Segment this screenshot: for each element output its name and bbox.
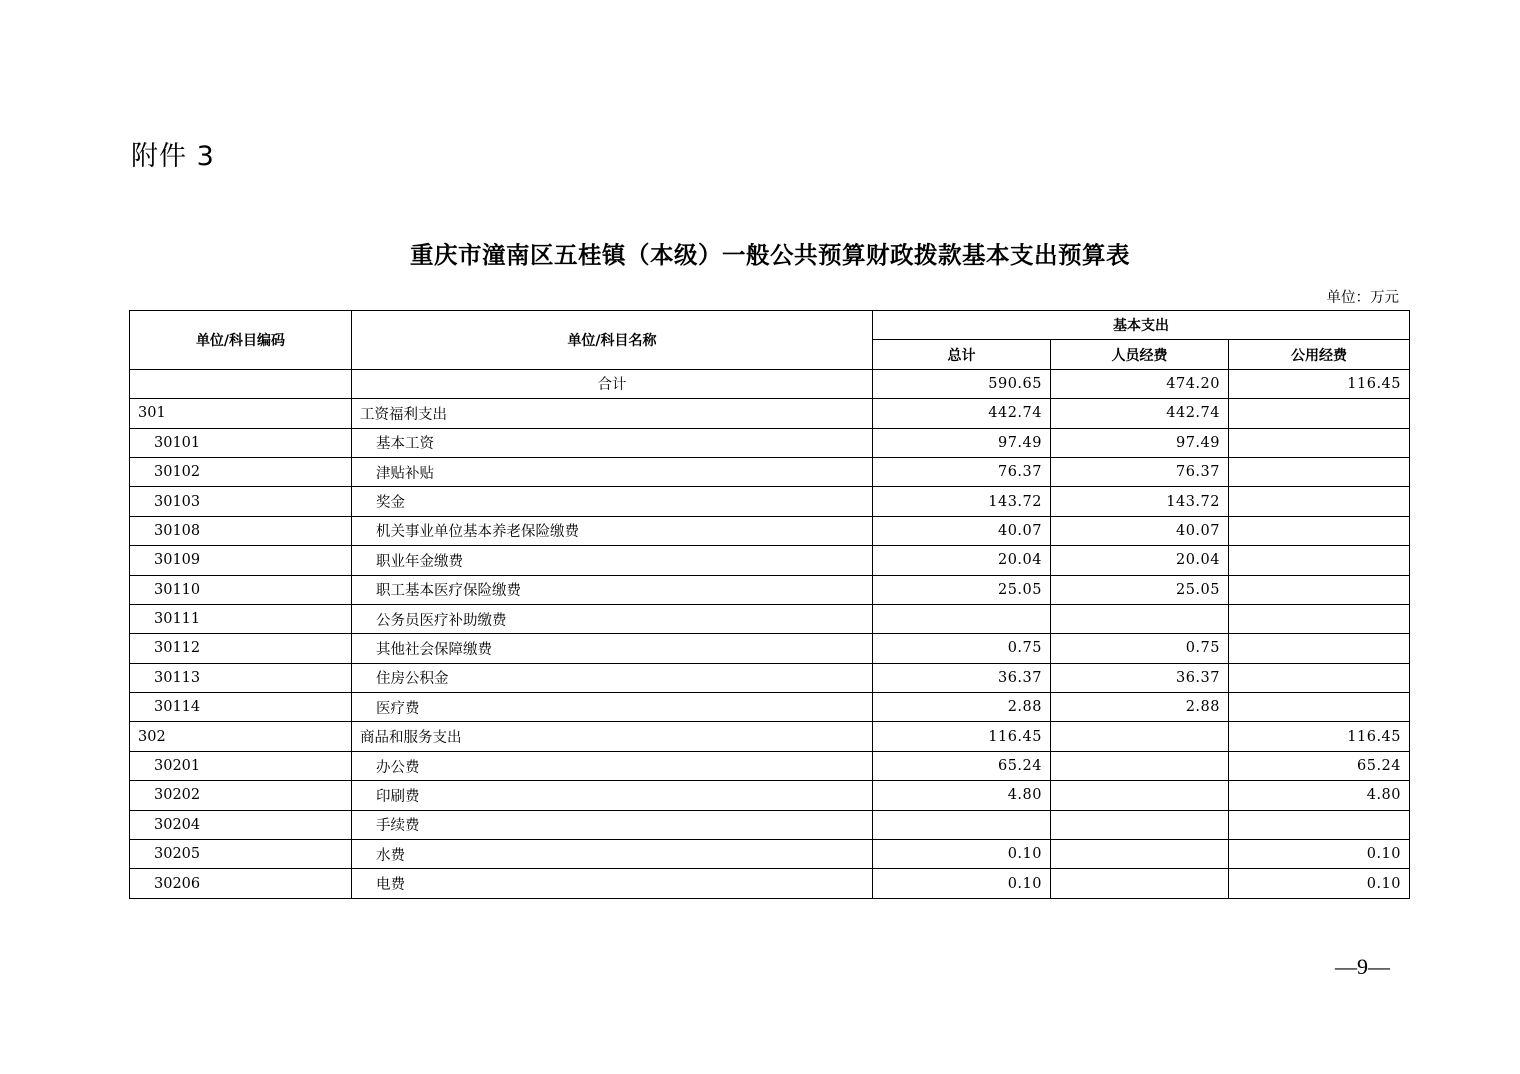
budget-table (129, 310, 1410, 899)
row-code-cell: 30108 (130, 516, 352, 545)
table-row (130, 663, 1410, 692)
row-total-cell: 2.88 (873, 693, 1051, 722)
row-code-cell: 30110 (130, 575, 352, 604)
row-public-cell (1229, 487, 1410, 516)
row-personnel-cell: 143.72 (1051, 487, 1229, 516)
row-name-cell: 手续费 (352, 810, 873, 839)
table-row (130, 722, 1410, 751)
row-personnel-cell: 20.04 (1051, 546, 1229, 575)
row-code-cell: 30103 (130, 487, 352, 516)
row-personnel-cell (1051, 810, 1229, 839)
row-total-cell: 65.24 (873, 751, 1051, 780)
row-personnel-cell (1051, 869, 1229, 898)
row-total-cell: 36.37 (873, 663, 1051, 692)
row-public-cell (1229, 604, 1410, 633)
header-code: 单位/科目编码 (130, 311, 352, 370)
table-row (130, 428, 1410, 457)
table-row (130, 634, 1410, 663)
row-personnel-cell: 36.37 (1051, 663, 1229, 692)
row-code-cell: 30205 (130, 840, 352, 869)
row-personnel-cell: 40.07 (1051, 516, 1229, 545)
table-row (130, 487, 1410, 516)
row-total-cell: 116.45 (873, 722, 1051, 751)
row-name-cell: 职业年金缴费 (352, 546, 873, 575)
row-name-cell: 奖金 (352, 487, 873, 516)
row-public-cell: 116.45 (1229, 722, 1410, 751)
row-code-cell: 301 (130, 399, 352, 428)
row-total-cell: 590.65 (873, 369, 1051, 398)
table-row (130, 781, 1410, 810)
row-total-cell: 97.49 (873, 428, 1051, 457)
row-code-cell: 30112 (130, 634, 352, 663)
row-total-cell: 20.04 (873, 546, 1051, 575)
row-total-cell: 442.74 (873, 399, 1051, 428)
row-code-cell: 30102 (130, 457, 352, 486)
row-personnel-cell (1051, 840, 1229, 869)
header-row-1 (130, 311, 1410, 340)
attachment-label: 附件 3 (131, 141, 215, 172)
table-row (130, 575, 1410, 604)
table-header (130, 311, 1410, 370)
header-total: 总计 (873, 340, 1051, 369)
row-name-cell: 水费 (352, 840, 873, 869)
row-code-cell: 30206 (130, 869, 352, 898)
header-name: 单位/科目名称 (352, 311, 873, 370)
row-total-cell: 76.37 (873, 457, 1051, 486)
table-row (130, 840, 1410, 869)
header-basic-expenditure: 基本支出 (873, 311, 1410, 340)
row-total-cell: 25.05 (873, 575, 1051, 604)
header-public: 公用经费 (1229, 340, 1410, 369)
row-personnel-cell: 2.88 (1051, 693, 1229, 722)
table-row (130, 399, 1410, 428)
row-personnel-cell: 97.49 (1051, 428, 1229, 457)
row-code-cell: 30201 (130, 751, 352, 780)
row-total-cell: 0.10 (873, 840, 1051, 869)
table-row (130, 810, 1410, 839)
row-public-cell (1229, 575, 1410, 604)
row-name-cell: 其他社会保障缴费 (352, 634, 873, 663)
row-name-cell: 津贴补贴 (352, 457, 873, 486)
row-code-cell: 30204 (130, 810, 352, 839)
row-public-cell (1229, 457, 1410, 486)
row-total-cell: 0.75 (873, 634, 1051, 663)
row-public-cell (1229, 399, 1410, 428)
row-public-cell (1229, 693, 1410, 722)
row-personnel-cell (1051, 751, 1229, 780)
table-row (130, 751, 1410, 780)
row-name-cell: 基本工资 (352, 428, 873, 457)
row-public-cell (1229, 546, 1410, 575)
row-public-cell: 4.80 (1229, 781, 1410, 810)
row-name-cell: 印刷费 (352, 781, 873, 810)
row-total-cell: 40.07 (873, 516, 1051, 545)
page-title: 重庆市潼南区五桂镇（本级）一般公共预算财政拨款基本支出预算表 (410, 241, 1130, 269)
header-personnel: 人员经费 (1051, 340, 1229, 369)
row-name-cell: 工资福利支出 (352, 399, 873, 428)
row-public-cell: 116.45 (1229, 369, 1410, 398)
row-code-cell: 30202 (130, 781, 352, 810)
row-total-cell: 0.10 (873, 869, 1051, 898)
page-number: —9— (1335, 954, 1390, 979)
row-public-cell (1229, 428, 1410, 457)
row-name-cell: 医疗费 (352, 693, 873, 722)
row-personnel-cell (1051, 722, 1229, 751)
unit-label: 单位：万元 (1326, 290, 1399, 306)
table-row (130, 457, 1410, 486)
row-public-cell (1229, 663, 1410, 692)
table-row (130, 546, 1410, 575)
row-personnel-cell (1051, 604, 1229, 633)
row-code-cell: 30101 (130, 428, 352, 457)
row-name-cell: 机关事业单位基本养老保险缴费 (352, 516, 873, 545)
row-code-cell (130, 369, 352, 398)
row-personnel-cell: 442.74 (1051, 399, 1229, 428)
row-personnel-cell: 474.20 (1051, 369, 1229, 398)
row-code-cell: 30113 (130, 663, 352, 692)
row-code-cell: 30111 (130, 604, 352, 633)
row-public-cell (1229, 516, 1410, 545)
table-row (130, 869, 1410, 898)
table-row (130, 693, 1410, 722)
row-code-cell: 302 (130, 722, 352, 751)
table-row (130, 516, 1410, 545)
row-personnel-cell: 25.05 (1051, 575, 1229, 604)
row-name-cell: 商品和服务支出 (352, 722, 873, 751)
row-total-cell (873, 604, 1051, 633)
row-public-cell: 0.10 (1229, 869, 1410, 898)
row-name-cell: 住房公积金 (352, 663, 873, 692)
row-total-cell: 4.80 (873, 781, 1051, 810)
row-personnel-cell (1051, 781, 1229, 810)
row-personnel-cell: 76.37 (1051, 457, 1229, 486)
row-public-cell: 0.10 (1229, 840, 1410, 869)
row-name-cell: 公务员医疗补助缴费 (352, 604, 873, 633)
table-body (130, 369, 1410, 898)
row-code-cell: 30114 (130, 693, 352, 722)
row-name-cell: 合计 (352, 369, 873, 398)
row-code-cell: 30109 (130, 546, 352, 575)
row-total-cell: 143.72 (873, 487, 1051, 516)
table-row (130, 369, 1410, 398)
row-public-cell (1229, 810, 1410, 839)
table-row (130, 604, 1410, 633)
row-name-cell: 电费 (352, 869, 873, 898)
row-personnel-cell: 0.75 (1051, 634, 1229, 663)
row-name-cell: 职工基本医疗保险缴费 (352, 575, 873, 604)
row-public-cell (1229, 634, 1410, 663)
row-public-cell: 65.24 (1229, 751, 1410, 780)
row-total-cell (873, 810, 1051, 839)
row-name-cell: 办公费 (352, 751, 873, 780)
